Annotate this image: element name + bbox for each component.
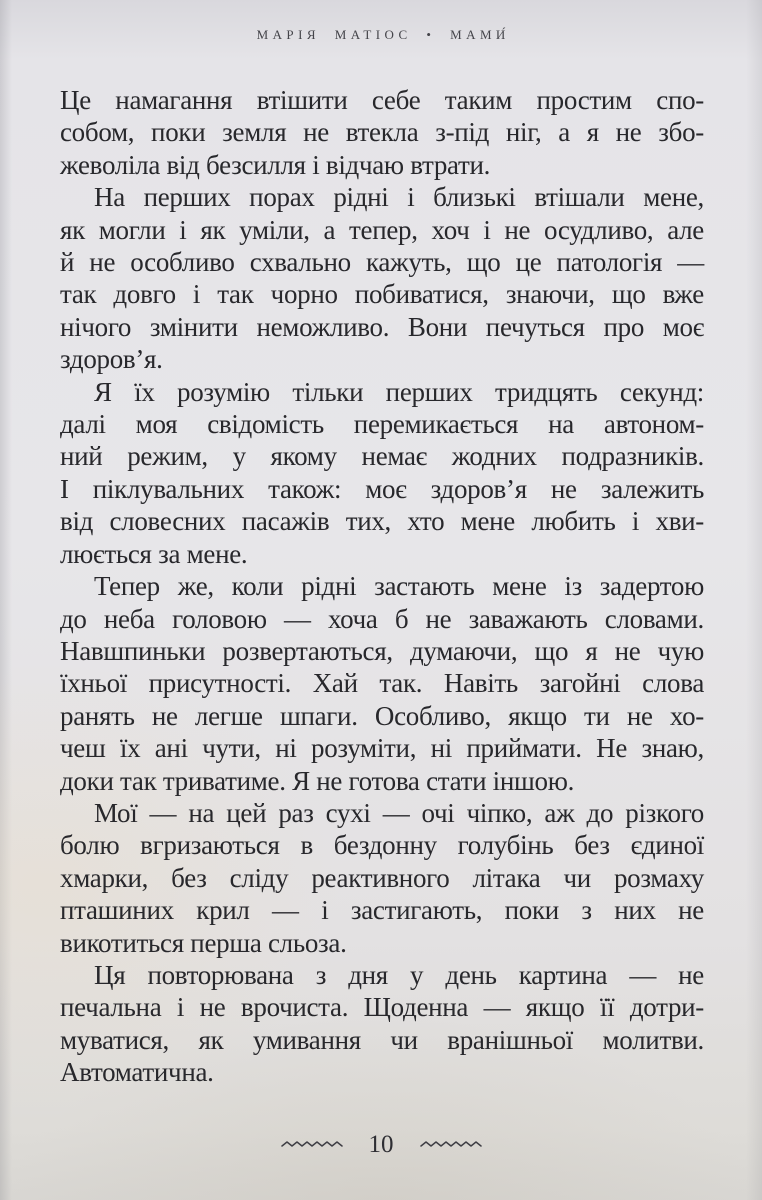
text-line: до неба головою — хоча б не заважають словами.: [60, 603, 704, 634]
text-line: На перших порах рідні і близькі втішали мене,: [94, 182, 704, 213]
text-line: здоров’я.: [60, 344, 163, 375]
text-line: болю вгризаються в бездонну голубінь без єдиної: [60, 830, 704, 861]
text-line: Навшпиньки розвертаються, думаючи, що я не чую: [60, 635, 704, 666]
text-line: від словесних пасажів тих, хто мене любить і хви-: [60, 506, 704, 537]
running-header: МАРІЯ МАТІОС • МАМИ́: [256, 27, 510, 42]
text-line: ний режим, у якому немає жодних подразників.: [60, 441, 704, 472]
text-line: викотиться перша сльоза.: [60, 927, 347, 958]
text-line: жеволіла від безсилля і відчаю втрати.: [60, 149, 491, 180]
body-text: [60, 84, 704, 1089]
text-line: ранять не легше шпаги. Особливо, якщо ти не хо-: [60, 700, 704, 731]
text-line: Я їх розумію тільки перших тридцять секунд:: [94, 376, 704, 407]
text-line: Ця повторювана з дня у день картина — не: [94, 959, 704, 990]
page-footer: [0, 1128, 762, 1160]
text-line: далі моя свідомість перемикається на автоном-: [60, 409, 704, 440]
text-line: Мої — на цей раз сухі — очі чіпко, аж до різкого: [94, 797, 704, 828]
squiggle-left-icon: [281, 1139, 343, 1149]
text-line: печальна і не врочиста. Щоденна — якщо її дотри-: [60, 992, 704, 1023]
text-line: люється за мене.: [60, 538, 248, 569]
text-line: як могли і як уміли, а тепер, хоч і не осудливо, але: [60, 214, 704, 245]
text-line: хмарки, без сліду реактивного літака чи розмаху: [60, 862, 704, 893]
squiggle-right-icon: [420, 1139, 482, 1149]
text-line: доки так триватиме. Я не готова стати іншою.: [60, 765, 575, 796]
text-line: нічого змінити неможливо. Вони печуться про моє: [60, 311, 704, 342]
text-line: чеш їх ані чути, ні розуміти, ні приймати. Не знаю,: [60, 733, 704, 764]
text-line: й не особливо схвально кажуть, що це патологія —: [60, 247, 704, 278]
text-line: муватися, як умивання чи вранішньої молитви.: [60, 1024, 704, 1055]
text-line: Тепер же, коли рідні застають мене із задертою: [94, 571, 704, 602]
text-line: пташиних крил — і застигають, поки з них не: [60, 895, 704, 926]
text-line: Це намагання втішити себе таким простим спо-: [60, 85, 704, 115]
text-line: собом, поки земля не втекла з-під ніг, а я не збо-: [60, 117, 704, 148]
text-line: їхньої присутності. Хай так. Навіть загойні слова: [60, 668, 704, 699]
page-number: 10: [368, 1130, 394, 1158]
text-line: так довго і так чорно побиватися, знаючи, що вже: [60, 279, 704, 310]
text-line: Автоматична.: [60, 1057, 214, 1088]
text-line: І піклувальних також: моє здоров’я не залежить: [60, 473, 704, 504]
